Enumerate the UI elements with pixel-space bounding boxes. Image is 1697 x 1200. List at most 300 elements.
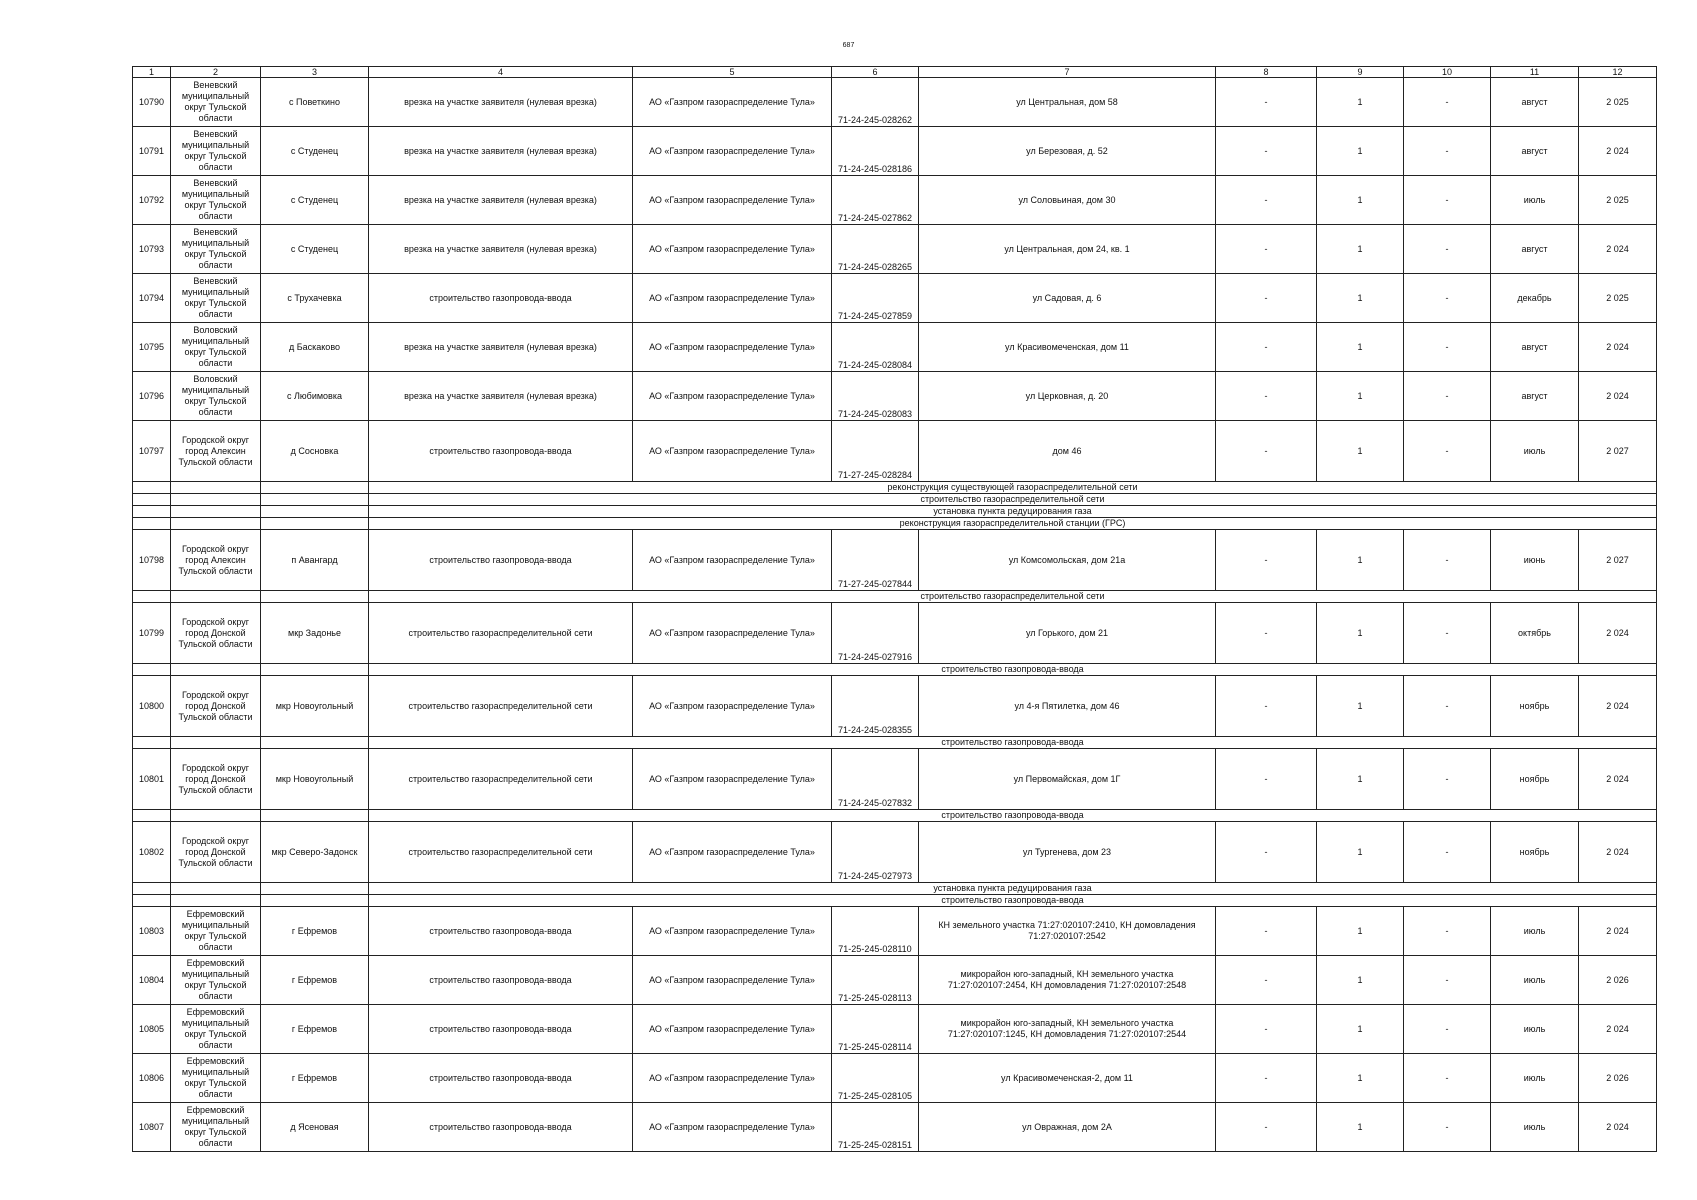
section-spacer [261,664,369,676]
section-spacer [133,895,171,907]
column-header: 11 [1491,67,1579,78]
application-code-cell: 71-25-245-028110 [832,907,919,956]
column-header: 8 [1216,67,1317,78]
section-label: установка пункта редуцирования газа [369,506,1657,518]
organization-cell: АО «Газпром газораспределение Тула» [633,176,832,225]
settlement-cell: с Студенец [261,127,369,176]
organization-cell: АО «Газпром газораспределение Тула» [633,1103,832,1152]
address-cell: ул Соловьиная, дом 30 [919,176,1216,225]
section-spacer [261,482,369,494]
address-cell: ул Центральная, дом 58 [919,78,1216,127]
col-9-cell: 1 [1317,176,1404,225]
address-cell: ул Овражная, дом 2А [919,1103,1216,1152]
section-spacer [133,506,171,518]
organization-cell: АО «Газпром газораспределение Тула» [633,749,832,810]
col-8-cell: - [1216,956,1317,1005]
address-cell: ул Комсомольская, дом 21а [919,530,1216,591]
col-8-cell: - [1216,78,1317,127]
col-10-cell: - [1404,676,1491,737]
table-row [133,274,1657,323]
application-code-cell: 71-24-245-028084 [832,323,919,372]
section-label: установка пункта редуцирования газа [369,883,1657,895]
col-9-cell: 1 [1317,225,1404,274]
settlement-cell: д Сосновка [261,421,369,482]
organization-cell: АО «Газпром газораспределение Тула» [633,127,832,176]
section-spacer [171,494,261,506]
application-code-cell: 71-24-245-028355 [832,676,919,737]
month-cell: июль [1491,421,1579,482]
section-row [133,506,1657,518]
section-spacer [171,737,261,749]
row-number-cell: 10804 [133,956,171,1005]
year-cell: 2 025 [1579,176,1657,225]
col-8-cell: - [1216,749,1317,810]
section-spacer [133,883,171,895]
address-cell: ул Садовая, д. 6 [919,274,1216,323]
table-row [133,676,1657,737]
year-cell: 2 024 [1579,1005,1657,1054]
section-spacer [133,482,171,494]
section-spacer [133,518,171,530]
row-number-cell: 10794 [133,274,171,323]
municipality-cell: Ефремовский муниципальный округ Тульской области [171,1005,261,1054]
col-8-cell: - [1216,1103,1317,1152]
municipality-cell: Веневский муниципальный округ Тульской области [171,225,261,274]
address-cell: ул Тургенева, дом 23 [919,822,1216,883]
work-type-cell: строительство газопровода-ввода [369,274,633,323]
col-10-cell: - [1404,956,1491,1005]
month-cell: ноябрь [1491,822,1579,883]
table-row [133,1103,1657,1152]
section-label: реконструкция существующей газораспределительной сети [369,482,1657,494]
month-cell: июль [1491,1054,1579,1103]
month-cell: июль [1491,956,1579,1005]
month-cell: август [1491,372,1579,421]
col-10-cell: - [1404,127,1491,176]
col-10-cell: - [1404,1005,1491,1054]
section-spacer [261,506,369,518]
section-spacer [133,737,171,749]
address-cell: ул Красивомеченская-2, дом 11 [919,1054,1216,1103]
year-cell: 2 024 [1579,372,1657,421]
application-code-cell: 71-25-245-028105 [832,1054,919,1103]
section-spacer [133,494,171,506]
address-cell: дом 46 [919,421,1216,482]
table-body [133,67,1657,1152]
year-cell: 2 024 [1579,1103,1657,1152]
address-cell: ул Горького, дом 21 [919,603,1216,664]
col-9-cell: 1 [1317,749,1404,810]
col-8-cell: - [1216,530,1317,591]
table-row [133,956,1657,1005]
application-code-cell: 71-24-245-027859 [832,274,919,323]
col-8-cell: - [1216,372,1317,421]
application-code-cell: 71-24-245-027832 [832,749,919,810]
settlement-cell: г Ефремов [261,956,369,1005]
section-spacer [171,591,261,603]
col-8-cell: - [1216,676,1317,737]
settlement-cell: мкр Задонье [261,603,369,664]
year-cell: 2 024 [1579,323,1657,372]
settlement-cell: г Ефремов [261,907,369,956]
municipality-cell: Веневский муниципальный округ Тульской области [171,176,261,225]
address-cell: микрорайон юго-западный, КН земельного участка 71:27:020107:2454, КН домовладения 71:27:020107:2548 [919,956,1216,1005]
col-9-cell: 1 [1317,421,1404,482]
col-10-cell: - [1404,603,1491,664]
row-number-cell: 10806 [133,1054,171,1103]
col-9-cell: 1 [1317,274,1404,323]
row-number-cell: 10802 [133,822,171,883]
month-cell: ноябрь [1491,749,1579,810]
month-cell: июль [1491,176,1579,225]
organization-cell: АО «Газпром газораспределение Тула» [633,274,832,323]
application-code-cell: 71-25-245-028151 [832,1103,919,1152]
municipality-cell: Городской округ город Донской Тульской области [171,603,261,664]
column-header: 5 [633,67,832,78]
table-row [133,530,1657,591]
col-9-cell: 1 [1317,372,1404,421]
col-8-cell: - [1216,225,1317,274]
municipality-cell: Веневский муниципальный округ Тульской области [171,127,261,176]
table-row [133,1005,1657,1054]
section-spacer [261,810,369,822]
col-9-cell: 1 [1317,323,1404,372]
month-cell: август [1491,78,1579,127]
application-code-cell: 71-24-245-028265 [832,225,919,274]
work-type-cell: строительство газораспределительной сети [369,749,633,810]
work-type-cell: строительство газопровода-ввода [369,421,633,482]
year-cell: 2 024 [1579,603,1657,664]
section-spacer [261,591,369,603]
application-code-cell: 71-27-245-028284 [832,421,919,482]
section-spacer [171,664,261,676]
section-spacer [261,895,369,907]
application-code-cell: 71-27-245-027844 [832,530,919,591]
month-cell: август [1491,323,1579,372]
section-spacer [171,506,261,518]
col-10-cell: - [1404,176,1491,225]
municipality-cell: Воловский муниципальный округ Тульской области [171,323,261,372]
application-code-cell: 71-25-245-028113 [832,956,919,1005]
month-cell: июль [1491,1005,1579,1054]
address-cell: ул Березовая, д. 52 [919,127,1216,176]
col-8-cell: - [1216,1005,1317,1054]
month-cell: октябрь [1491,603,1579,664]
section-label: реконструкция газораспределительной станции (ГРС) [369,518,1657,530]
table-row [133,822,1657,883]
row-number-cell: 10798 [133,530,171,591]
year-cell: 2 026 [1579,956,1657,1005]
col-9-cell: 1 [1317,822,1404,883]
column-header: 7 [919,67,1216,78]
organization-cell: АО «Газпром газораспределение Тула» [633,676,832,737]
work-type-cell: строительство газопровода-ввода [369,956,633,1005]
month-cell: ноябрь [1491,676,1579,737]
work-type-cell: врезка на участке заявителя (нулевая врезка) [369,372,633,421]
settlement-cell: п Авангард [261,530,369,591]
organization-cell: АО «Газпром газораспределение Тула» [633,1005,832,1054]
table-row [133,78,1657,127]
page-number: 687 [842,42,855,49]
settlement-cell: г Ефремов [261,1054,369,1103]
organization-cell: АО «Газпром газораспределение Тула» [633,603,832,664]
work-type-cell: строительство газопровода-ввода [369,530,633,591]
row-number-cell: 10793 [133,225,171,274]
address-cell: ул Первомайская, дом 1Г [919,749,1216,810]
section-spacer [171,895,261,907]
row-number-cell: 10795 [133,323,171,372]
table-row [133,225,1657,274]
month-cell: июнь [1491,530,1579,591]
organization-cell: АО «Газпром газораспределение Тула» [633,530,832,591]
municipality-cell: Веневский муниципальный округ Тульской области [171,274,261,323]
organization-cell: АО «Газпром газораспределение Тула» [633,956,832,1005]
year-cell: 2 024 [1579,822,1657,883]
col-10-cell: - [1404,749,1491,810]
organization-cell: АО «Газпром газораспределение Тула» [633,78,832,127]
organization-cell: АО «Газпром газораспределение Тула» [633,323,832,372]
section-spacer [171,518,261,530]
col-8-cell: - [1216,176,1317,225]
organization-cell: АО «Газпром газораспределение Тула» [633,1054,832,1103]
municipality-cell: Ефремовский муниципальный округ Тульской области [171,907,261,956]
col-9-cell: 1 [1317,1103,1404,1152]
col-9-cell: 1 [1317,127,1404,176]
work-type-cell: врезка на участке заявителя (нулевая врезка) [369,323,633,372]
col-10-cell: - [1404,530,1491,591]
settlement-cell: мкр Северо-Задонск [261,822,369,883]
application-code-cell: 71-24-245-028083 [832,372,919,421]
col-10-cell: - [1404,822,1491,883]
work-type-cell: строительство газораспределительной сети [369,676,633,737]
column-header: 9 [1317,67,1404,78]
section-spacer [261,883,369,895]
settlement-cell: с Студенец [261,176,369,225]
section-spacer [261,737,369,749]
header-row [133,67,1657,78]
col-9-cell: 1 [1317,530,1404,591]
row-number-cell: 10792 [133,176,171,225]
settlement-cell: с Поветкино [261,78,369,127]
municipality-cell: Ефремовский муниципальный округ Тульской области [171,1054,261,1103]
section-row [133,737,1657,749]
municipality-cell: Городской округ город Донской Тульской области [171,749,261,810]
col-9-cell: 1 [1317,676,1404,737]
col-8-cell: - [1216,323,1317,372]
address-cell: ул Церковная, д. 20 [919,372,1216,421]
work-type-cell: врезка на участке заявителя (нулевая врезка) [369,176,633,225]
col-10-cell: - [1404,323,1491,372]
work-type-cell: строительство газораспределительной сети [369,603,633,664]
section-row [133,810,1657,822]
settlement-cell: д Баскаково [261,323,369,372]
row-number-cell: 10801 [133,749,171,810]
year-cell: 2 027 [1579,530,1657,591]
settlement-cell: г Ефремов [261,1005,369,1054]
section-spacer [133,810,171,822]
col-9-cell: 1 [1317,956,1404,1005]
col-10-cell: - [1404,274,1491,323]
column-header: 12 [1579,67,1657,78]
application-code-cell: 71-24-245-027862 [832,176,919,225]
table-row [133,749,1657,810]
section-row [133,883,1657,895]
application-code-cell: 71-24-245-028262 [832,78,919,127]
section-spacer [261,518,369,530]
row-number-cell: 10790 [133,78,171,127]
municipality-cell: Ефремовский муниципальный округ Тульской области [171,1103,261,1152]
work-type-cell: врезка на участке заявителя (нулевая врезка) [369,78,633,127]
section-spacer [133,591,171,603]
section-label: строительство газопровода-ввода [369,664,1657,676]
table-row [133,421,1657,482]
column-header: 2 [171,67,261,78]
section-spacer [171,482,261,494]
settlement-cell: мкр Новоугольный [261,676,369,737]
section-spacer [171,810,261,822]
col-10-cell: - [1404,421,1491,482]
work-type-cell: строительство газопровода-ввода [369,907,633,956]
col-8-cell: - [1216,1054,1317,1103]
row-number-cell: 10791 [133,127,171,176]
year-cell: 2 024 [1579,127,1657,176]
table-row [133,372,1657,421]
municipality-cell: Ефремовский муниципальный округ Тульской области [171,956,261,1005]
section-label: строительство газораспределительной сети [369,591,1657,603]
year-cell: 2 025 [1579,274,1657,323]
table-row [133,127,1657,176]
work-type-cell: строительство газопровода-ввода [369,1103,633,1152]
row-number-cell: 10805 [133,1005,171,1054]
table-row [133,1054,1657,1103]
year-cell: 2 025 [1579,78,1657,127]
col-8-cell: - [1216,127,1317,176]
municipality-cell: Воловский муниципальный округ Тульской области [171,372,261,421]
col-8-cell: - [1216,822,1317,883]
municipality-cell: Веневский муниципальный округ Тульской области [171,78,261,127]
section-spacer [133,664,171,676]
organization-cell: АО «Газпром газораспределение Тула» [633,372,832,421]
year-cell: 2 024 [1579,907,1657,956]
year-cell: 2 024 [1579,676,1657,737]
column-header: 6 [832,67,919,78]
col-8-cell: - [1216,274,1317,323]
section-row [133,482,1657,494]
section-label: строительство газораспределительной сети [369,494,1657,506]
address-cell: ул Красивомеченская, дом 11 [919,323,1216,372]
col-10-cell: - [1404,372,1491,421]
section-label: строительство газопровода-ввода [369,895,1657,907]
col-9-cell: 1 [1317,1005,1404,1054]
row-number-cell: 10796 [133,372,171,421]
settlement-cell: мкр Новоугольный [261,749,369,810]
work-type-cell: врезка на участке заявителя (нулевая врезка) [369,127,633,176]
section-row [133,518,1657,530]
municipality-cell: Городской округ город Алексин Тульской области [171,421,261,482]
column-header: 1 [133,67,171,78]
section-row [133,664,1657,676]
municipality-cell: Городской округ город Донской Тульской области [171,676,261,737]
month-cell: декабрь [1491,274,1579,323]
data-table [132,66,1657,1152]
table-row [133,176,1657,225]
table-row [133,907,1657,956]
year-cell: 2 027 [1579,421,1657,482]
organization-cell: АО «Газпром газораспределение Тула» [633,822,832,883]
col-9-cell: 1 [1317,907,1404,956]
application-code-cell: 71-25-245-028114 [832,1005,919,1054]
col-10-cell: - [1404,225,1491,274]
municipality-cell: Городской округ город Алексин Тульской области [171,530,261,591]
settlement-cell: с Студенец [261,225,369,274]
row-number-cell: 10803 [133,907,171,956]
column-header: 4 [369,67,633,78]
col-8-cell: - [1216,421,1317,482]
address-cell: микрорайон юго-западный, КН земельного участка 71:27:020107:1245, КН домовладения 71:27:020107:2544 [919,1005,1216,1054]
section-spacer [261,494,369,506]
col-9-cell: 1 [1317,78,1404,127]
address-cell: КН земельного участка 71:27:020107:2410, КН домовладения 71:27:020107:2542 [919,907,1216,956]
col-10-cell: - [1404,1103,1491,1152]
row-number-cell: 10807 [133,1103,171,1152]
organization-cell: АО «Газпром газораспределение Тула» [633,225,832,274]
settlement-cell: д Ясеновая [261,1103,369,1152]
col-10-cell: - [1404,1054,1491,1103]
section-row [133,591,1657,603]
address-cell: ул 4-я Пятилетка, дом 46 [919,676,1216,737]
col-9-cell: 1 [1317,603,1404,664]
table-row [133,323,1657,372]
work-type-cell: строительство газопровода-ввода [369,1005,633,1054]
section-row [133,895,1657,907]
year-cell: 2 024 [1579,749,1657,810]
month-cell: август [1491,225,1579,274]
row-number-cell: 10800 [133,676,171,737]
section-label: строительство газопровода-ввода [369,737,1657,749]
col-10-cell: - [1404,78,1491,127]
settlement-cell: с Любимовка [261,372,369,421]
col-10-cell: - [1404,907,1491,956]
month-cell: июль [1491,907,1579,956]
table-row [133,603,1657,664]
organization-cell: АО «Газпром газораспределение Тула» [633,907,832,956]
column-header: 10 [1404,67,1491,78]
month-cell: август [1491,127,1579,176]
section-label: строительство газопровода-ввода [369,810,1657,822]
col-8-cell: - [1216,907,1317,956]
year-cell: 2 026 [1579,1054,1657,1103]
work-type-cell: врезка на участке заявителя (нулевая врезка) [369,225,633,274]
address-cell: ул Центральная, дом 24, кв. 1 [919,225,1216,274]
application-code-cell: 71-24-245-027973 [832,822,919,883]
column-header: 3 [261,67,369,78]
row-number-cell: 10799 [133,603,171,664]
work-type-cell: строительство газораспределительной сети [369,822,633,883]
col-8-cell: - [1216,603,1317,664]
municipality-cell: Городской округ город Донской Тульской области [171,822,261,883]
year-cell: 2 024 [1579,225,1657,274]
col-9-cell: 1 [1317,1054,1404,1103]
work-type-cell: строительство газопровода-ввода [369,1054,633,1103]
section-spacer [171,883,261,895]
month-cell: июль [1491,1103,1579,1152]
section-row [133,494,1657,506]
application-code-cell: 71-24-245-027916 [832,603,919,664]
organization-cell: АО «Газпром газораспределение Тула» [633,421,832,482]
application-code-cell: 71-24-245-028186 [832,127,919,176]
row-number-cell: 10797 [133,421,171,482]
settlement-cell: с Трухачевка [261,274,369,323]
